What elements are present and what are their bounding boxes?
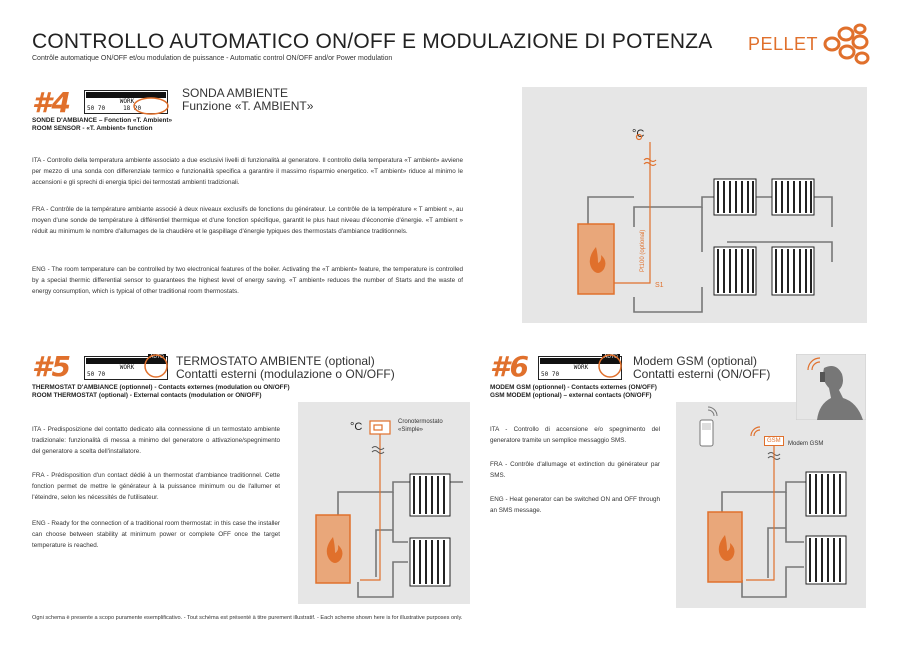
brand-name: PELLET <box>748 34 819 54</box>
section6-subtitle <box>490 384 657 400</box>
section6-title <box>633 355 770 381</box>
section4-schematic <box>522 87 867 323</box>
section5-room-temp-label: °C <box>350 421 363 433</box>
section5-lcd-highlight-icon <box>142 352 170 380</box>
section5-schematic <box>298 402 470 604</box>
page-title: CONTROLLO AUTOMATICO ON/OFF E MODULAZIONE DI POTENZA <box>32 30 713 53</box>
section5-text-eng: ENG - Ready for the connection of a traditional room thermostat: in this case the installer can choose between stability at minimum power or complete OFF once the target temperature is reached. <box>32 520 280 549</box>
section5-text-fra: FRA - Prédisposition d'un contact dédié à un thermostat d'ambiance traditionnel. Cette fonction permet de mettre le générateur à la puissance minimum ou de l'allumer et l'éteindre, selon les nécessités de l'utilisateur. <box>32 472 280 501</box>
section4-text-ita: ITA - Controllo della temperatura ambiente associato a due esclusivi livelli di funzionalità al generatore. Il controllo della temperatura «T ambient» avviene per mezzo di una sonda con differenziale termico e funzionalità specifica a garantire il massimo risparmio energetico. «T ambient» riduce al minimo le accensioni e gli sprechi di energia tipici dei termostati ambienti tradizionali. <box>32 157 463 186</box>
section5-text-ita: ITA - Predisposizione del contatto dedicato alla connessione di un termostato ambiente tradizionale: funzionalità di messa a minimo del generatore o attivazione/spegnimento del generatore a scelta dell'installatore. <box>32 426 280 455</box>
section4-s1-label: S1 <box>655 282 664 289</box>
section5-number: #5 <box>32 350 71 383</box>
section6-sub-line2: GSM MODEM (optional) – external contacts (ON/OFF) <box>490 392 652 399</box>
gsm-modem-label: Modem GSM <box>788 441 824 447</box>
section5-sub-line1: THERMOSTAT D'AMBIANCE (optionnel) - Contacts externes (modulation ou ON/OFF) <box>32 384 290 391</box>
section6-sub-line1: MODEM GSM (optionnel) - Contacts externes (ON/OFF) <box>490 384 657 391</box>
section5-title <box>176 355 395 381</box>
section6-radiator-top <box>806 472 846 516</box>
section5-sub-line2: ROOM THERMOSTAT (optional) - External contacts (modulation or ON/OFF) <box>32 392 262 399</box>
section6-text-ita: ITA - Controllo di accensione e/o spegnimento del generatore tramite un semplice messaggio SMS. <box>490 426 660 444</box>
section4-title <box>182 87 313 113</box>
section6-title-line2: Contatti esterni (ON/OFF) <box>633 367 771 381</box>
section4-title-line1: SONDA AMBIENTE <box>182 86 289 100</box>
section4-sub-line2: ROOM SENSOR - «T. Ambient» function <box>32 125 153 132</box>
section4-text-eng: ENG - The room temperature can be controlled by two electronical features of the boiler. Activating the «T ambient» feature, the temperature is controlled by a special thermic differential sensor to guarantees the highest level of energy saving. «T ambient» reduces the number of Starts and the waste of energy consumption, which is typical of other traditional room thermostats. <box>32 266 463 295</box>
section6-radiator-bottom <box>806 536 846 584</box>
section4-subtitle <box>32 117 172 133</box>
section4-radiator-bottom <box>714 247 756 295</box>
lcd-status: WORK <box>119 98 135 105</box>
pellet-logo-icon <box>820 22 876 68</box>
section5-device-line2: «Simple» <box>398 427 424 433</box>
lcd-status: WORK <box>119 364 135 371</box>
section6-schematic <box>676 402 866 608</box>
section5-radiator-top <box>410 474 450 516</box>
section4-text-fra: FRA - Contrôle de la température ambiante associé à deux niveaux exclusifs de fonctions du générateur. Le contrôle de la température « T ambient », au moyen d'une sonde de température à différentiel thermique et d'une fonction spécifique, garantit le plus haut niveau d'économie d'énergie. «T ambient » réduit au minimum le nombre d'allumages de la chaudière et le gaspillage d'énergie typiques des thermostats d'ambiance traditionnels. <box>32 206 463 235</box>
section4-radiator-bottom-right <box>772 247 814 295</box>
section5-title-line1: TERMOSTATO AMBIENTE (optional) <box>176 354 375 368</box>
mobile-phone-icon <box>700 407 717 446</box>
lcd-left-values: 50 70 <box>87 371 106 378</box>
section4-number: #4 <box>32 86 71 119</box>
section6-lcd-badge: AUTO <box>604 354 618 360</box>
section4-title-line2: Funzione «T. AMBIENT» <box>182 99 314 113</box>
lcd-left-values: 50 70 <box>541 371 560 378</box>
section6-text-eng: ENG - Heat generator can be switched ON and OFF through an SMS message. <box>490 496 660 514</box>
footer-disclaimer: Ogni schema è presente a scopo puramente esemplificativo. - Tout schéma est présenté à titre purement illustratif. - Each scheme shown here is for illustrative purposes only. <box>32 615 463 621</box>
section5-title-line2: Contatti esterni (modulazione o ON/OFF) <box>176 367 395 381</box>
section6-number: #6 <box>490 350 529 383</box>
page-subtitle: Contrôle automatique ON/OFF et/ou modulation de puissance - Automatic control ON/OFF and/or Power modulation <box>32 55 393 62</box>
section4-radiator-top <box>714 179 756 215</box>
section5-radiator-bottom <box>410 538 450 586</box>
section4-room-temp-label: °C <box>632 128 645 140</box>
section6-lcd-highlight-icon <box>596 352 624 380</box>
lcd-status: WORK <box>573 364 589 371</box>
section5-lcd-badge: AUTO <box>150 354 164 360</box>
lcd-right-values: 18 20 <box>123 105 142 112</box>
section4-radiator-top-right <box>772 179 814 215</box>
section6-text-fra: FRA - Contrôle d'allumage et extinction du générateur par SMS. <box>490 461 660 479</box>
lcd-highlight-icon <box>132 96 172 116</box>
section6-title-line1: Modem GSM (optional) <box>633 354 758 368</box>
section5-subtitle <box>32 384 290 400</box>
section4-probe-label: Pt100 (optional) <box>640 229 646 272</box>
section4-sub-line1: SONDE D'AMBIANCE – Fonction «T. Ambient» <box>32 117 173 124</box>
gsm-modem-badge: GSM <box>764 436 784 446</box>
section5-device-line1: Cronotermostato <box>398 419 443 425</box>
lcd-left-values: 50 70 <box>87 105 106 112</box>
